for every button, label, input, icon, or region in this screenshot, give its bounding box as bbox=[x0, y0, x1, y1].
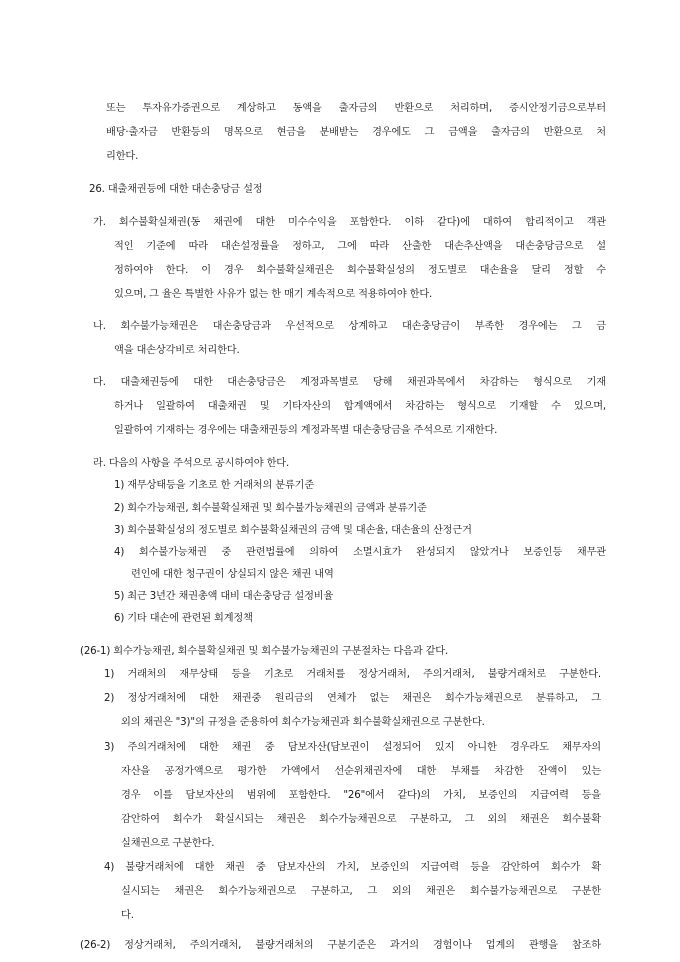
paragraph-da-line: 하거나 일괄하여 대출채권 및 기타자산의 합계액에서 차감하는 형식으로 기재할 수 있으며, bbox=[114, 401, 606, 412]
list-item-continuation: 외의 채권은 "3)"의 규정을 준용하여 회수가능채권과 회수불확실채권으로 구분한다. bbox=[121, 717, 485, 728]
list-item-continuation: 실시되는 채권은 회수가능채권으로 구분하고, 그 외의 채권은 회수불가능채권으로 구분한 bbox=[121, 886, 601, 897]
list-item-continuation: 련인에 대한 청구권이 상실되지 않은 채권 내역 bbox=[131, 569, 334, 580]
paragraph-da-line: 일괄하여 기재하는 경우에는 대출채권등의 계정과목별 대손충당금을 주석으로 기재한다. bbox=[114, 425, 498, 436]
list-item: 2) 정상거래처에 대한 채권중 원리금의 연체가 없는 채권은 회수가능채권으로 분류하고, 그 bbox=[104, 693, 601, 704]
list-item-continuation: 경우 이를 담보자산의 범위에 포함한다. "26"에서 같다)의 가치, 보증인의 지급여력 등을 bbox=[121, 790, 601, 801]
paragraph-da-line: 다. 대출채권등에 대한 대손충당금은 계정과목별로 당해 채권과목에서 차감하는 형식으로 기재 bbox=[93, 377, 606, 388]
list-item: 4) 회수불가능채권 중 관련법률에 의하여 소멸시효가 완성되지 않았거나 보증인등 채무관 bbox=[114, 547, 606, 558]
list-item: 1) 거래처의 재무상태 등을 기초로 거래처를 정상거래처, 주의거래처, 불량거래처로 구분한다. bbox=[104, 669, 601, 680]
section-heading: 26. 대출채권등에 대한 대손충당금 설정 bbox=[89, 184, 263, 195]
subsection-26-1-intro: (26-1) 회수가능채권, 회수불확실채권 및 회수불가능채권의 구분절차는 다음과 같다. bbox=[80, 646, 449, 657]
paragraph-ga-line: 적인 기준에 따라 대손설정률을 정하고, 그에 따라 산출한 대손추산액을 대손충당금으로 설 bbox=[114, 241, 606, 252]
paragraph-ga-line: 정하여야 한다. 이 경우 회수불확실채권은 회수불확실성의 정도별로 대손율을 달리 정할 수 bbox=[114, 265, 606, 276]
paragraph-ra-intro: 라. 다음의 사항을 주석으로 공시하여야 한다. bbox=[93, 458, 290, 469]
subsection-26-2-intro: (26-2) 정상거래처, 주의거래처, 불량거래처의 구분기준은 과거의 경험이나 업계의 관행을 참조하 bbox=[80, 940, 601, 951]
list-item: 6) 기타 대손에 관련된 회계정책 bbox=[114, 613, 253, 624]
list-item: 1) 재무상태등을 기초로 한 거래처의 분류기준 bbox=[114, 480, 315, 491]
list-item-continuation: 감안하여 회수가 확실시되는 채권은 회수가능채권으로 구분하고, 그 외의 채권은 회수불확 bbox=[121, 814, 601, 825]
list-item: 5) 최근 3년간 채권총액 대비 대손충당금 설정비율 bbox=[114, 591, 334, 602]
list-item-continuation: 자산을 공정가액으로 평가한 가액에서 선순위채권자에 대한 부채를 차감한 잔액이 있는 bbox=[121, 766, 601, 777]
list-item-continuation: 다. bbox=[121, 910, 134, 921]
intro-line: 또는 투자유가증권으로 계상하고 동액을 출자금의 반환으로 처리하며, 증시안정기금으로부터 bbox=[106, 103, 606, 114]
paragraph-ga-line: 있으며, 그 율은 특별한 사유가 없는 한 매기 계속적으로 적용하여야 한다. bbox=[114, 289, 433, 300]
list-item: 2) 회수가능채권, 회수불확실채권 및 회수불가능채권의 금액과 분류기준 bbox=[114, 503, 427, 514]
paragraph-na-line: 나. 회수불가능채권은 대손충당금과 우선적으로 상계하고 대손충당금이 부족한 경우에는 그 금 bbox=[93, 321, 606, 332]
intro-line: 배당·출자금 반환등의 명목으로 현금을 분배받는 경우에도 그 금액을 출자금의 반환으로 처 bbox=[106, 127, 606, 138]
list-item: 3) 회수불확실성의 정도별로 회수불확실채권의 금액 및 대손율, 대손율의 산정근거 bbox=[114, 525, 472, 536]
list-item-continuation: 실채권으로 구분한다. bbox=[121, 838, 215, 849]
list-item: 3) 주의거래처에 대한 채권 중 담보자산(담보권이 설정되어 있지 아니한 경우라도 채무자의 bbox=[104, 742, 601, 753]
paragraph-na-line: 액을 대손상각비로 처리한다. bbox=[114, 345, 240, 356]
paragraph-ga-line: 가. 회수불확실채권(동 채권에 대한 미수수익을 포함한다. 이하 같다)에 대하여 합리적이고 객관 bbox=[93, 217, 606, 228]
list-item: 4) 불량거래처에 대한 채권 중 담보자산의 가치, 보증인의 지급여력 등을 감안하여 회수가 확 bbox=[104, 862, 601, 873]
intro-line: 리한다. bbox=[106, 151, 139, 162]
